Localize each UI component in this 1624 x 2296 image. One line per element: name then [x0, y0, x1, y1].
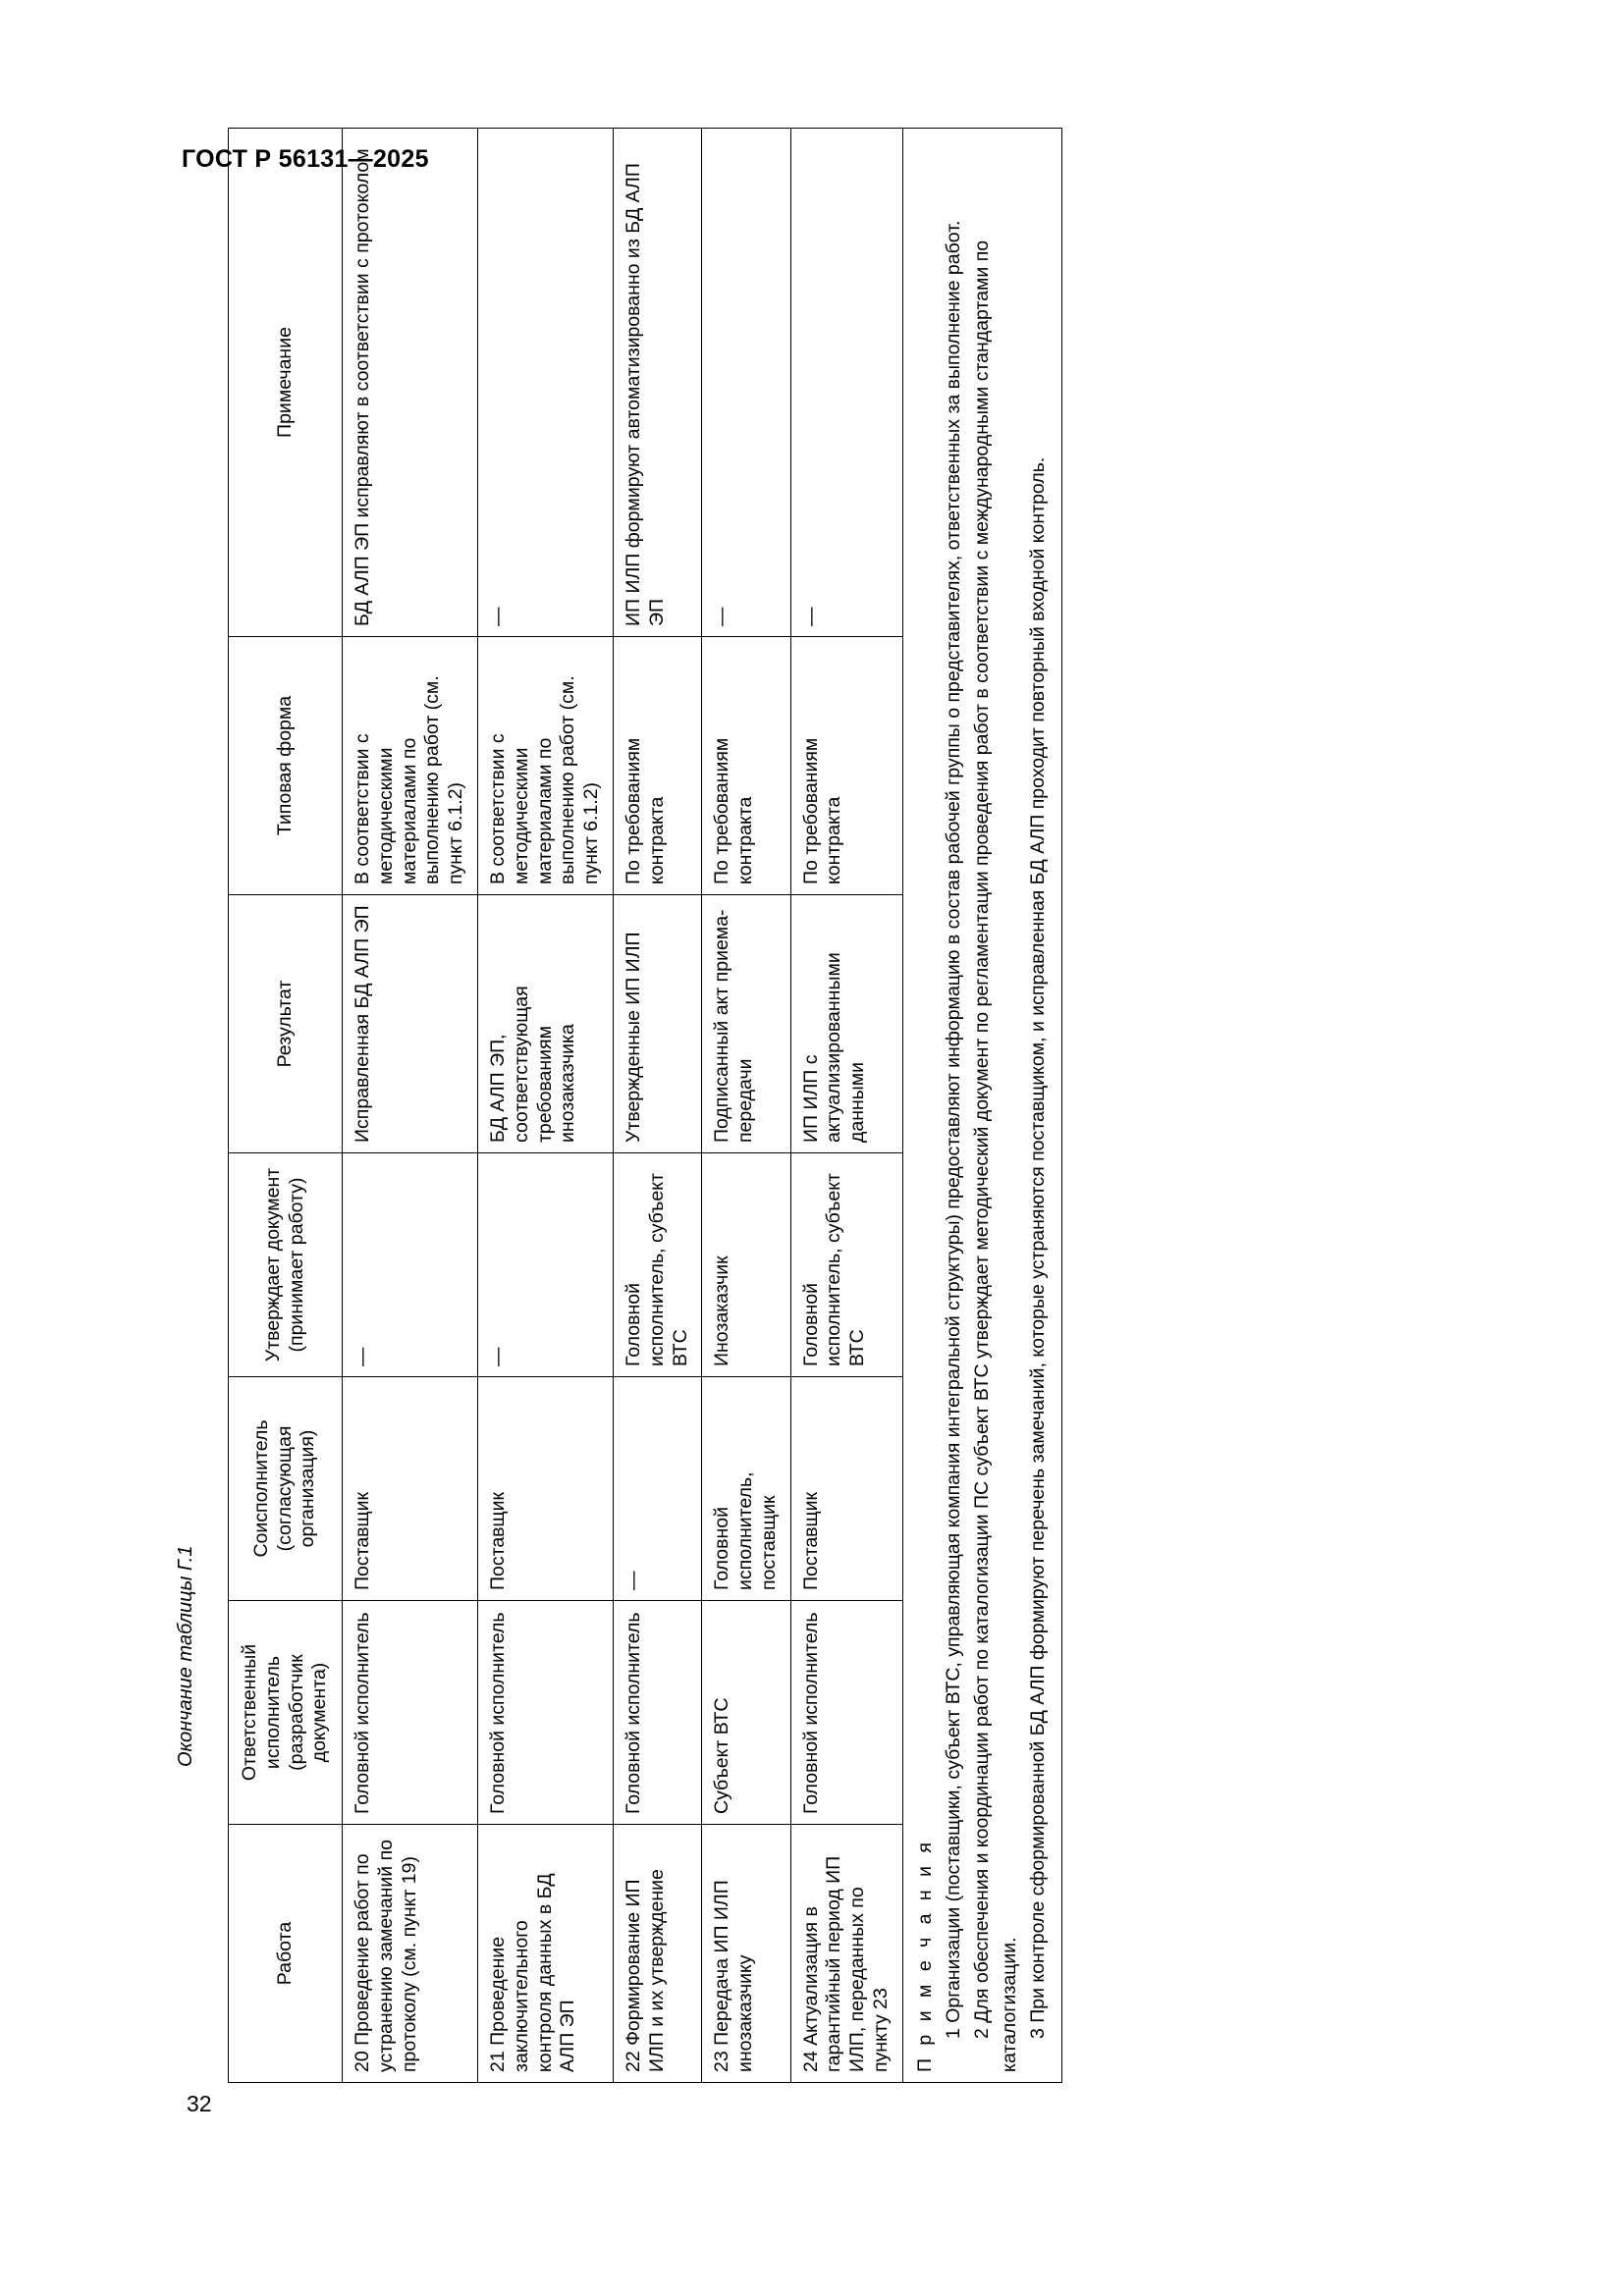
table-header-row — [229, 129, 343, 2083]
column-header-responsible: Ответственный исполнитель (разработчик документа) — [229, 1601, 343, 1825]
cell-approver: Головной исполнитель, субъект ВТС — [790, 1153, 902, 1377]
cell-result: Подписанный акт приема-передачи — [702, 895, 790, 1153]
table-body — [343, 129, 1062, 2083]
table-notes — [902, 129, 1061, 2083]
cell-form: В соответствии с методическими материалами по выполнению работ (см. пункт 6.1.2) — [343, 637, 478, 895]
table-row — [613, 129, 701, 2083]
table-row — [790, 129, 902, 2083]
cell-co-executor: Головной исполнитель, поставщик — [702, 1377, 790, 1601]
cell-co-executor: Поставщик — [343, 1377, 478, 1601]
cell-responsible: Головной исполнитель — [790, 1601, 902, 1825]
cell-form: По требованиям контракта — [613, 637, 701, 895]
cell-responsible: Головной исполнитель — [478, 1601, 614, 1825]
cell-approver: — — [478, 1153, 614, 1377]
table-header — [229, 129, 343, 2083]
page-number: 32 — [187, 2091, 212, 2116]
cell-note: — — [790, 129, 902, 637]
column-header-approver: Утверждает документ (принимает работу) — [229, 1153, 343, 1377]
cell-work: 20 Проведение работ по устранению замечаний по протоколу (см. пункт 19) — [343, 1825, 478, 2083]
cell-approver: Головной исполнитель, субъект ВТС — [613, 1153, 701, 1377]
cell-note: — — [478, 129, 614, 637]
cell-work: 24 Актуализация в гарантийный период ИП ИЛП, переданных по пункту 23 — [790, 1825, 902, 2083]
cell-result: БД АЛП ЭП, соответствующая требованиям инозаказчика — [478, 895, 614, 1153]
cell-note: — — [702, 129, 790, 637]
cell-co-executor: Поставщик — [478, 1377, 614, 1601]
cell-approver: Инозаказчик — [702, 1153, 790, 1377]
column-header-co-executor: Соисполнитель (согласующая организация) — [229, 1377, 343, 1601]
cell-work: 23 Передача ИП ИЛП инозаказчику — [702, 1825, 790, 2083]
cell-co-executor: — — [613, 1377, 701, 1601]
cell-form: По требованиям контракта — [790, 637, 902, 895]
notes-list — [941, 138, 1052, 2072]
table-row — [343, 129, 478, 2083]
cell-work: 22 Формирование ИП ИЛП и их утверждение — [613, 1825, 701, 2083]
cell-approver: — — [343, 1153, 478, 1377]
cell-form: В соответствии с методическими материалами по выполнению работ (см. пункт 6.1.2) — [478, 637, 614, 895]
cell-responsible: Субъект ВТС — [702, 1601, 790, 1825]
cell-result: ИП ИЛП с актуализированными данными — [790, 895, 902, 1153]
notes-title: П р и м е ч а н и я — [913, 1839, 936, 2072]
cell-responsible: Головной исполнитель — [343, 1601, 478, 1825]
table-row — [702, 129, 790, 2083]
cell-co-executor: Поставщик — [790, 1377, 902, 1601]
cell-note: ИП ИЛП формируют автоматизированно из БД АЛП ЭП — [613, 129, 701, 637]
cell-work: 21 Проведение заключительного контроля данных в БД АЛП ЭП — [478, 1825, 614, 2083]
table-notes-row — [902, 129, 1061, 2083]
table-caption: Окончание таблицы Г.1 — [175, 1545, 196, 1767]
table-row — [478, 129, 614, 2083]
column-header-form: Типовая форма — [229, 637, 343, 895]
note-item: 2 Для обеспечения и координации работ по каталогизации ПС субъект ВТС утверждает методический документ по регламентации проведения работ в соответствии с международными стандартами по каталогизации. — [971, 240, 1020, 2072]
cell-responsible: Головной исполнитель — [613, 1601, 701, 1825]
standard-header: ГОСТ Р 56131—2025 — [182, 145, 429, 173]
cell-note: БД АЛП ЭП исправляют в соответствии с протоколом — [343, 129, 478, 637]
table-g1-continuation — [228, 128, 1062, 2083]
note-item: 1 Организации (поставщики, субъект ВТС, управляющая компания интегральной структуры) предоставляют информацию в состав рабочей группы о представителях, ответственных за выполнение работ. — [943, 220, 965, 2039]
cell-form: По требованиям контракта — [702, 637, 790, 895]
note-item: 3 При контроле сформированной БД АЛП формируют перечень замечаний, которые устраняются поставщиком, и исправленная БД АЛП проходит повторный входной контроль. — [1026, 456, 1049, 2039]
column-header-note: Примечание — [229, 129, 343, 637]
cell-result: Исправленная БД АЛП ЭП — [343, 895, 478, 1153]
column-header-work: Работа — [229, 1825, 343, 2083]
column-header-result: Результат — [229, 895, 343, 1153]
cell-result: Утвержденные ИП ИЛП — [613, 895, 701, 1153]
